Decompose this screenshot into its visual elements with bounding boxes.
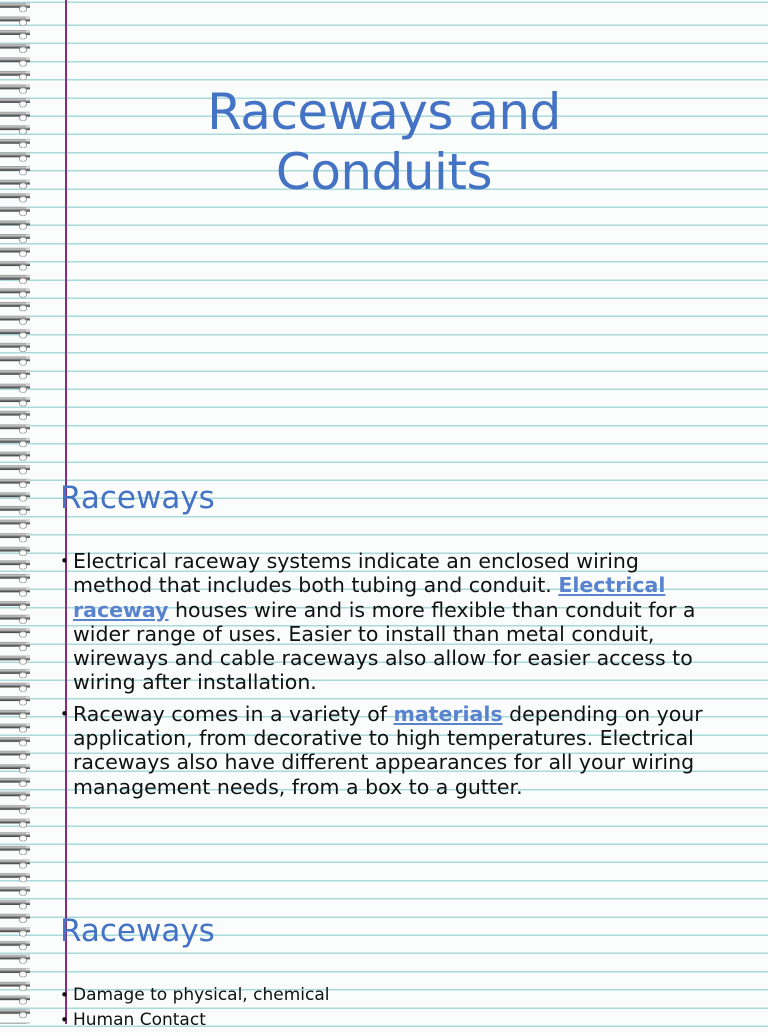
bullet-marker: • <box>60 1011 69 1029</box>
bullet-text-before: Electrical raceway systems indicate an enclosed wiring method that includes both tubing and conduit. <box>73 549 639 598</box>
raceways-heading-2: Raceways <box>60 913 215 949</box>
bullet-item <box>60 549 720 695</box>
raceways-heading: Raceways <box>60 480 215 516</box>
slide-title-line1: Raceways and <box>207 83 561 141</box>
raceways-bullet-list <box>60 549 720 806</box>
bullet-text-before: Raceway comes in a variety of <box>73 701 394 726</box>
materials-link[interactable]: materials <box>393 701 503 726</box>
bullet-text-after: depending on your application, from decorative to high temperatures. Electrical raceways also have different appearances for all your wiring management needs, from a box to a gutter. <box>73 701 703 799</box>
raceways-bullet-list-2 <box>60 983 720 1033</box>
bullet-marker: • <box>60 704 69 723</box>
slide-title-line2: Conduits <box>275 143 493 201</box>
bullet-marker: • <box>60 986 69 1004</box>
bullet-item <box>60 983 720 1008</box>
bullet-text-after: houses wire and is more flexible than conduit for a wider range of uses. Easier to install than metal conduit, wireways and cable raceways also allow for easier access to wiring after installation. <box>73 597 696 695</box>
bullet-marker: • <box>60 552 69 570</box>
bullet-text: Damage to physical, chemical <box>73 985 330 1005</box>
bullet-item <box>60 702 720 799</box>
bullet-item <box>60 1008 720 1033</box>
electrical-raceway-link[interactable]: Electrical raceway <box>73 573 666 622</box>
bullet-text: Human Contact <box>73 1010 206 1030</box>
slide-title <box>0 82 768 202</box>
